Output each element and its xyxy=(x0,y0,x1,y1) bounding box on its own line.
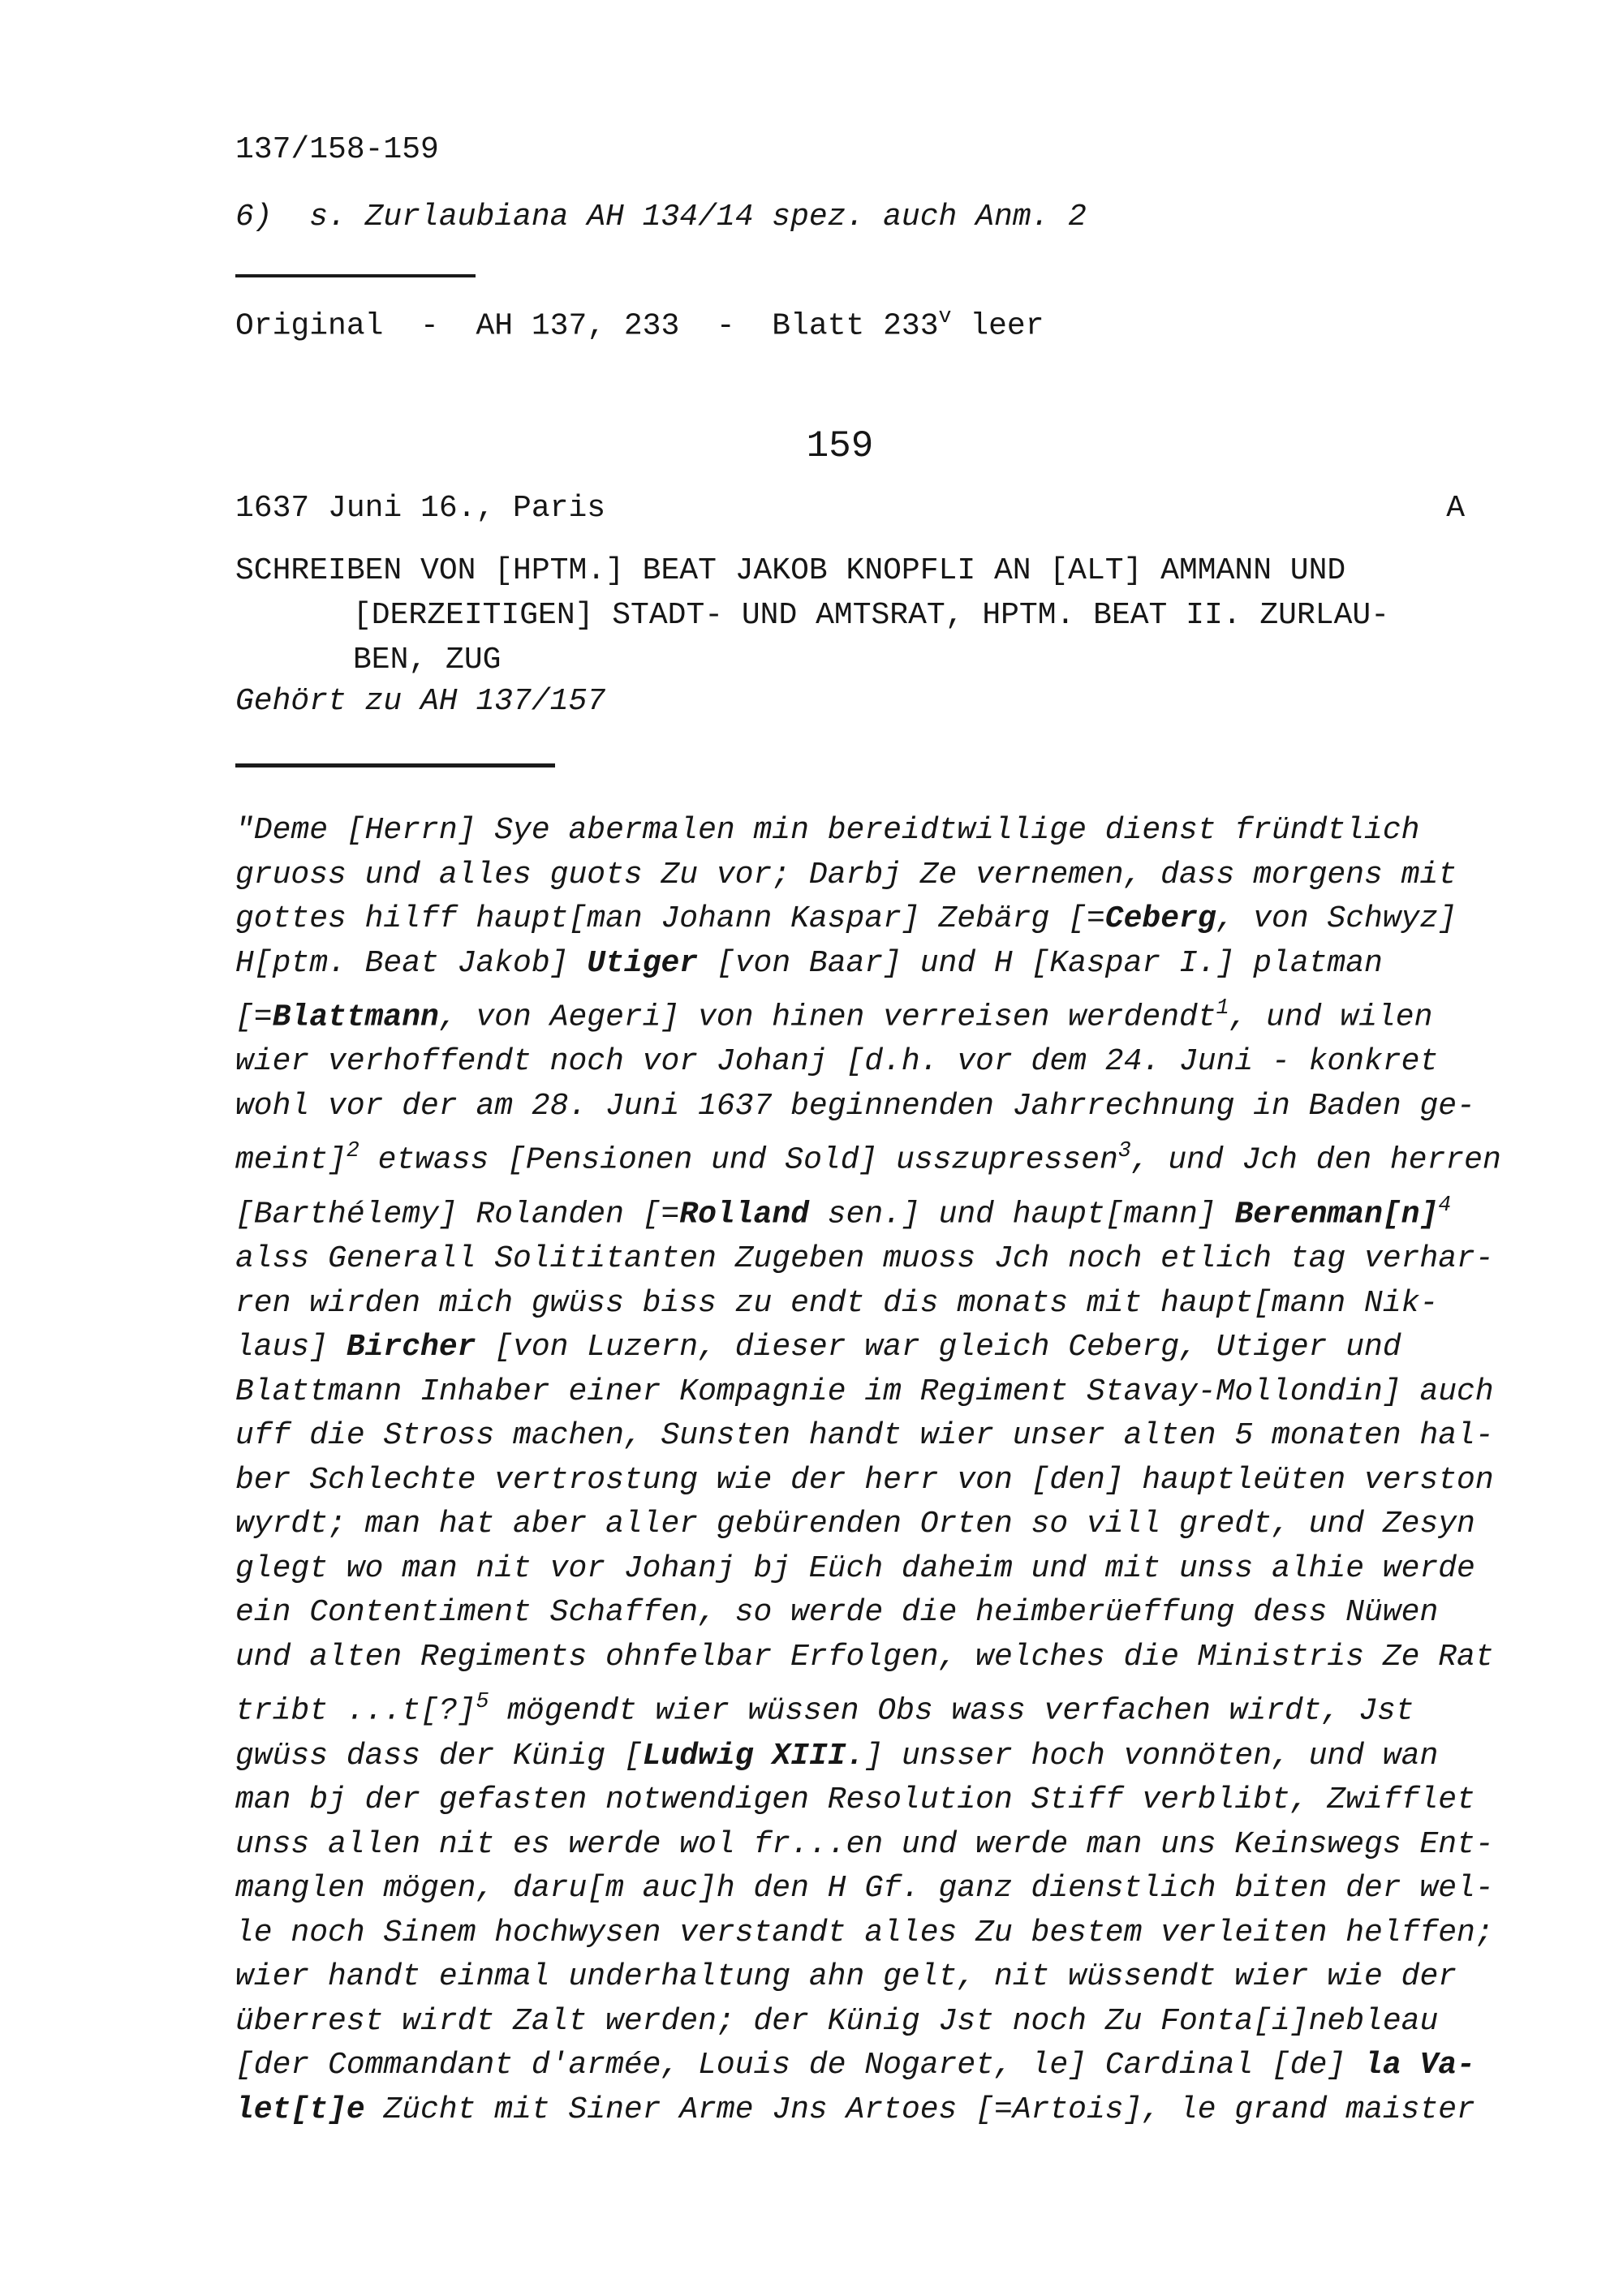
text-segment: [der Commandant d'armée, Louis de Nogaret, le] Cardinal [de] xyxy=(235,2048,1365,2083)
emphasized-name: Bircher xyxy=(346,1330,476,1365)
body-line xyxy=(235,1911,1501,1956)
emphasized-name: Berenman[n] xyxy=(1234,1197,1439,1232)
source-line xyxy=(235,299,1044,345)
body-line xyxy=(235,1778,1501,1823)
emphasized-name: Blattmann xyxy=(272,1000,439,1035)
date-row xyxy=(235,491,1465,527)
emphasized-name: Rolland xyxy=(679,1197,809,1232)
text-segment: H[ptm. Beat Jakob] xyxy=(235,945,588,981)
footnote-marker: 1 xyxy=(1216,995,1229,1020)
relation-note: Gehört zu AH 137/157 xyxy=(235,684,606,719)
text-segment: wyrdt; man hat aber aller gebürenden Orten so vill gredt, und Zesyn xyxy=(235,1507,1475,1542)
text-segment: tribt ...t[?] xyxy=(235,1694,476,1729)
text-segment: ber Schlechte vertrostung wie der herr von [den] hauptleüten verston xyxy=(235,1462,1494,1498)
date-place: 1637 Juni 16., Paris xyxy=(235,491,606,526)
emphasized-name: la Va- xyxy=(1364,2048,1475,2083)
body-line xyxy=(235,2044,1501,2088)
text-segment: man bj der gefasten notwendigen Resolution Stiff verblibt, Zwifflet xyxy=(235,1782,1475,1817)
text-segment: und alten Regiments ohnfelbar Erfolgen, welches die Ministris Ze Rat xyxy=(235,1639,1494,1675)
text-segment: , von Schwyz] xyxy=(1216,901,1457,936)
footnote-marker: 5 xyxy=(476,1689,489,1714)
text-segment: Blattmann Inhaber einer Kompagnie im Regiment Stavay-Mollondin] auch xyxy=(235,1374,1494,1409)
footnote-marker: 2 xyxy=(346,1138,359,1163)
text-segment: , von Aegeri] von hinen verreisen werdendt xyxy=(438,1000,1216,1035)
body-line xyxy=(235,1085,1501,1129)
body-line xyxy=(235,1955,1501,2000)
body-line xyxy=(235,2000,1501,2044)
document-number: 159 xyxy=(806,425,874,467)
text-segment: unss allen nit es werde wol fr...en und werde man uns Keinswegs Ent- xyxy=(235,1826,1494,1862)
text-segment: leer xyxy=(951,308,1044,344)
footnote-marker: v xyxy=(938,304,952,329)
text-segment: gwüss dass der Künig [ xyxy=(235,1738,643,1774)
text-segment: [von Luzern, dieser war gleich Ceberg, Utiger und xyxy=(476,1330,1401,1365)
body-line xyxy=(235,1679,1501,1734)
body-line xyxy=(235,1183,1501,1237)
body-line xyxy=(235,897,1501,942)
text-segment: ren wirden mich gwüss biss zu endt dis monats mit haupt[mann Nik- xyxy=(235,1285,1439,1321)
heading-line: [DERZEITIGEN] STADT- UND AMTSRAT, HPTM. BEAT II. ZURLAU- xyxy=(353,598,1390,633)
body-line xyxy=(235,1636,1501,1680)
emphasized-name: let[t]e xyxy=(235,2092,365,2127)
text-segment: laus] xyxy=(235,1330,347,1365)
body-line xyxy=(235,1823,1501,1868)
text-segment: alss Generall Solititanten Zugeben muoss Jch noch etlich tag verhar- xyxy=(235,1241,1494,1277)
body-line xyxy=(235,1459,1501,1503)
text-segment: wier handt einmal underhaltung ahn gelt, nit wüssendt wier wie der xyxy=(235,1959,1457,1994)
body-line xyxy=(235,942,1501,987)
text-segment: mögendt wier wüssen Obs wass verfachen wirdt, Jst xyxy=(489,1694,1414,1729)
text-segment: uff die Stross machen, Sunsten handt wier unser alten 5 monaten hal- xyxy=(235,1418,1494,1454)
text-segment: , und wilen xyxy=(1229,1000,1433,1035)
text-segment: [von Baar] und H [Kaspar I.] platman xyxy=(698,945,1383,981)
text-segment: [= xyxy=(235,1000,273,1035)
text-segment: , und Jch den herren xyxy=(1130,1142,1501,1178)
emphasized-name: Utiger xyxy=(587,945,699,981)
text-segment: le noch Sinem hochwysen verstandt alles Zu bestem verleiten helffen; xyxy=(235,1915,1494,1950)
transcription-body xyxy=(235,809,1501,2132)
divider-rule-top xyxy=(235,274,476,277)
text-segment: ein Contentiment Schaffen, so werde die heimberüeffung dess Nüwen xyxy=(235,1595,1439,1631)
body-line xyxy=(235,2088,1501,2133)
body-line xyxy=(235,853,1501,898)
archive-reference: 137/158-159 xyxy=(235,132,439,167)
heading-line: SCHREIBEN VON [HPTM.] BEAT JAKOB KNOPFLI AN [ALT] AMMANN UND xyxy=(235,553,1346,588)
body-line xyxy=(235,986,1501,1040)
heading-line: BEN, ZUG xyxy=(353,643,502,677)
text-segment: meint] xyxy=(235,1142,347,1178)
body-line xyxy=(235,1326,1501,1370)
text-segment: gruoss und alles guots Zu vor; Darbj Ze vernemen, dass morgens mit xyxy=(235,857,1457,892)
text-segment: "Deme [Herrn] Sye abermalen min bereidtwillige dienst fründtlich xyxy=(235,813,1420,848)
body-line xyxy=(235,1591,1501,1636)
body-line xyxy=(235,1370,1501,1415)
text-segment: wohl vor der am 28. Juni 1637 beginnenden Jahrrechnung in Baden ge- xyxy=(235,1088,1475,1124)
body-line xyxy=(235,1237,1501,1282)
text-segment: überrest wirdt Zalt werden; der Künig Jst noch Zu Fonta[i]nebleau xyxy=(235,2003,1439,2039)
body-line xyxy=(235,1129,1501,1183)
body-line xyxy=(235,809,1501,853)
document-heading xyxy=(235,548,1389,682)
footnote-line: 6) s. Zurlaubiana AH 134/14 spez. auch Anm. 2 xyxy=(235,200,1087,234)
text-segment: glegt wo man nit vor Johanj bj Eüch daheim und mit unss alhie werde xyxy=(235,1550,1475,1586)
emphasized-name: Ludwig XIII. xyxy=(642,1738,865,1774)
document-part-marker: A xyxy=(1446,491,1465,526)
body-line xyxy=(235,1282,1501,1326)
text-segment: sen.] und haupt[mann] xyxy=(808,1197,1235,1232)
text-segment: Original - AH 137, 233 - Blatt 233 xyxy=(235,308,939,344)
text-segment: gottes hilff haupt[man Johann Kaspar] Zebärg [= xyxy=(235,901,1105,936)
text-segment: etwass [Pensionen und Sold] usszupressen xyxy=(359,1142,1118,1178)
text-segment: [Barthélemy] Rolanden [= xyxy=(235,1197,680,1232)
footnote-marker: 3 xyxy=(1117,1138,1131,1163)
footnote-marker: 4 xyxy=(1438,1193,1452,1218)
text-segment: Zücht mit Siner Arme Jns Artoes [=Artois], le grand maister xyxy=(364,2092,1475,2127)
body-line xyxy=(235,1867,1501,1911)
emphasized-name: Ceberg xyxy=(1104,901,1216,936)
text-segment: ] unsser hoch vonnöten, und wan xyxy=(864,1738,1439,1774)
body-line xyxy=(235,1414,1501,1459)
body-line xyxy=(235,1735,1501,1779)
text-segment: wier verhoffendt noch vor Johanj [d.h. vor dem 24. Juni - konkret xyxy=(235,1044,1439,1080)
body-line xyxy=(235,1503,1501,1547)
divider-rule-bottom xyxy=(235,763,555,767)
body-line xyxy=(235,1547,1501,1592)
text-segment: manglen mögen, daru[m auc]h den H Gf. ganz dienstlich biten der wel- xyxy=(235,1871,1494,1906)
body-line xyxy=(235,1040,1501,1085)
